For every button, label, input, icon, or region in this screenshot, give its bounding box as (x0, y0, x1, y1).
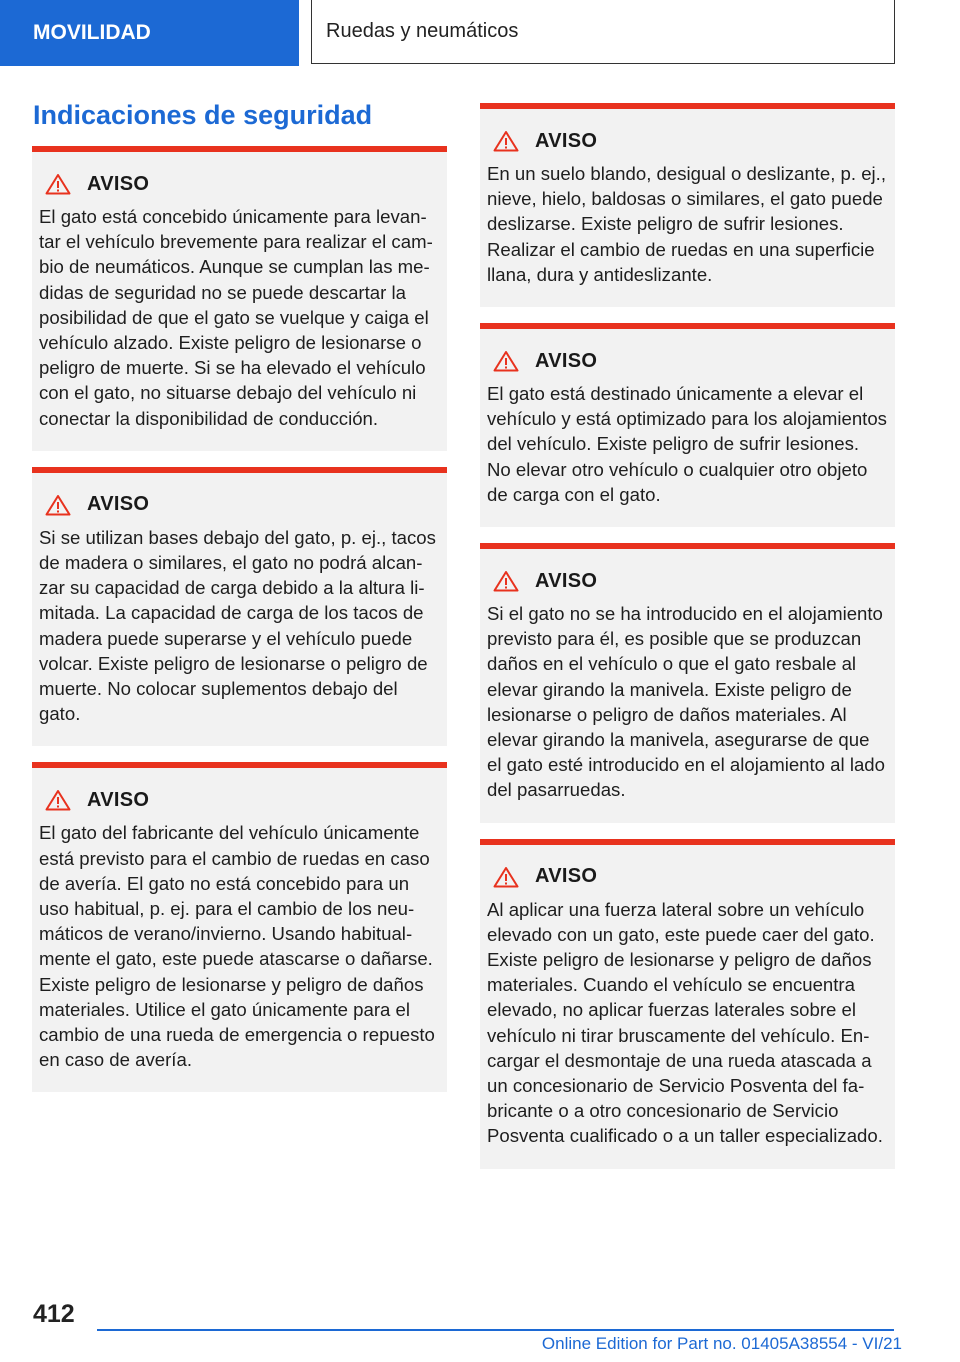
header-section-tab: MOVILIDAD (0, 0, 299, 66)
footer-divider (97, 1329, 894, 1331)
warning-triangle-icon (493, 350, 519, 372)
warning-label: AVISO (87, 172, 150, 195)
warning-label: AVISO (535, 129, 598, 152)
warning-label: AVISO (87, 493, 150, 516)
warning-text: Al aplicar una fuerza lateral sobre un vehículo elevado con un gato, este puede caer del gato. Existe peligro de lesionarse y peligro de daños materiales. Cuando el vehículo se encuentra elevado, no aplicar fuerzas laterales sobre el vehículo ni tirar bruscamente del vehículo. Encargar el desmontaje de una rueda atascada a un concesionario de Servicio Posventa del fabricante o a otro concesionario de Servicio Posventa cualificado o a un taller especializado. (487, 898, 883, 1147)
warning-text: El gato está destinado únicamente a elevar el vehículo y está optimizado para los alojamientos del vehículo. Existe peligro de sufrir lesiones. No elevar otro vehículo o cualquier otro objeto de carga con el gato. (487, 383, 887, 505)
warning-label: AVISO (87, 788, 150, 811)
page-header (0, 0, 960, 66)
warning-box (32, 146, 447, 451)
warning-header (39, 170, 439, 198)
warning-text: El gato está concebido únicamente para levantar el vehículo brevemente para realizar el cambio de neumáticos. Aunque se cumplan las medidas de seguridad no se puede descartar la posibilidad de que el gato se vuelque y caiga el vehículo alzado. Existe peligro de lesionarse o peligro de muerte. Si se ha elevado el vehículo con el gato, no situarse debajo del vehículo ni conectar la disponibilidad de conducción. (39, 206, 433, 429)
warning-label: AVISO (535, 349, 598, 372)
warning-text: Si el gato no se ha introducido en el alojamiento previsto para él, es posible que se produzcan daños en el vehículo o que el gato resbale al elevar girando la manivela. Existe peligro de lesionarse o peligro de daños materiales. Al elevar girando la manivela, asegurarse de que el gato esté introducido en el alojamiento al lado del pasarruedas. (487, 603, 885, 801)
warning-box (480, 543, 895, 823)
warning-box (32, 467, 447, 747)
warning-box (32, 762, 447, 1092)
warning-triangle-icon (45, 789, 71, 811)
warning-triangle-icon (45, 494, 71, 516)
warning-text: El gato del fabricante del vehículo únicamente está previsto para el cambio de ruedas en caso de avería. El gato no está concebido para un uso habitual, p. ej. para el cambio de los neumáticos de verano/invierno. Usando habitualmente el gato, este puede atascarse o dañarse. Existe peligro de lesionarse y peligro de daños materiales. Utilice el gato únicamente para el cambio de una rueda de emergencia o repuesto en caso de avería. (39, 822, 435, 1071)
page-number: 412 (33, 1300, 75, 1328)
warning-box (480, 323, 895, 527)
left-column (32, 146, 447, 1108)
warning-header (39, 786, 439, 814)
warning-triangle-icon (493, 866, 519, 888)
warning-label: AVISO (535, 865, 598, 888)
warning-header (39, 491, 439, 519)
header-chapter-title: Ruedas y neumáticos (311, 0, 895, 64)
edition-note: Online Edition for Part no. 01405A38554 - VI/21 (541, 1334, 902, 1353)
warning-text: Si se utilizan bases debajo del gato, p. ej., tacos de madera o similares, el gato no podrá alcanzar su capacidad de carga debido a la altura limitada. La capacidad de carga de los tacos de madera puede superarse y el vehículo puede volcar. Existe peligro de lesionarse o peligro de muerte. No colocar suplementos debajo del gato. (39, 526, 436, 725)
warning-box (480, 103, 895, 307)
warning-header (487, 863, 887, 891)
page-title: Indicaciones de seguridad (33, 100, 373, 130)
warning-triangle-icon (45, 173, 71, 195)
warning-header (487, 127, 887, 155)
warning-label: AVISO (535, 569, 598, 592)
warning-triangle-icon (493, 570, 519, 592)
warning-header (487, 567, 887, 595)
warning-triangle-icon (493, 130, 519, 152)
warning-text: En un suelo blando, desigual o deslizante, p. ej., nieve, hielo, baldosas o similares, el gato puede deslizarse. Existe peligro de sufrir lesiones. Realizar el cambio de ruedas en una superficie llana, dura y antideslizante. (487, 163, 887, 285)
right-column (480, 103, 895, 1185)
warning-header (487, 347, 887, 375)
warning-box (480, 839, 895, 1169)
